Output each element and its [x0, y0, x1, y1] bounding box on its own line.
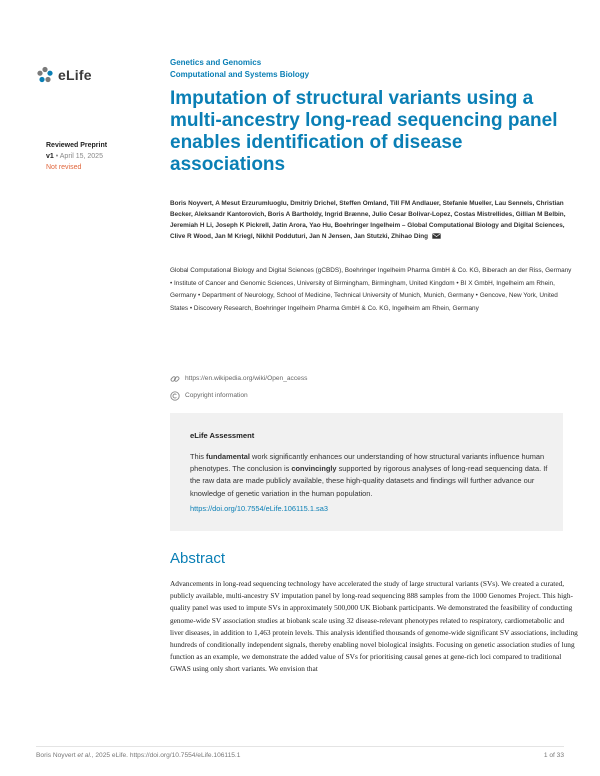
version-number: v1	[46, 153, 54, 160]
subject-link[interactable]: Computational and Systems Biology	[170, 70, 310, 79]
copyright-link[interactable]	[170, 389, 307, 402]
affiliations: Global Computational Biology and Digital Sciences (gCBDS), Boehringer Ingelheim Pharma GmbH & Co. KG, Biberach an der Riss, Germany • Institute of Cancer and Genomic Sciences, University of Birmingham, Birmingham, United Kingdom • BI X GmbH, Ingelheim am Rhein, Germany • Department of Neurology, School of Medicine, Technical University of Munich, Munich, Germany • Gencove, New York, United States • Discovery Research, Boehringer Ingelheim Pharma GmbH & Co. KG, Ingelheim am Rhein, Germany	[170, 267, 572, 312]
elife-wordmark: eLife	[58, 67, 92, 83]
elife-logo[interactable]	[36, 66, 92, 84]
page-footer	[36, 752, 564, 759]
assessment-part: work significantly enhances our understanding of how structural variants influence human phenotypes. The conclusion is	[190, 452, 545, 474]
elife-assessment-panel	[170, 413, 563, 531]
assessment-text	[190, 451, 550, 500]
preprint-version	[46, 151, 107, 162]
copyright-icon	[170, 391, 180, 401]
footer-etal: et al.	[77, 752, 92, 759]
subject-link[interactable]: Genetics and Genomics	[170, 58, 262, 67]
keyword-significance: fundamental	[206, 452, 250, 461]
license-url[interactable]: https://en.wikipedia.org/wiki/Open_access	[185, 375, 308, 382]
elife-logo-icon	[36, 66, 54, 84]
license-link[interactable]	[170, 372, 307, 385]
license-links	[170, 372, 307, 406]
assessment-part: supported by rigorous analyses of long-read sequencing data. If the raw data are made publicly available, these high-quality datasets and findings will further advance our knowledge of genetic variation in the human population.	[190, 464, 548, 498]
copyright-text[interactable]: Copyright information	[185, 392, 248, 399]
assessment-heading: eLife Assessment	[190, 431, 255, 440]
assessment-part: This	[190, 452, 207, 461]
preprint-label: Reviewed Preprint	[46, 142, 108, 149]
footer-citation-text: , 2025 eLife. https://doi.org/10.7554/eLife.106115.1	[91, 752, 241, 759]
article-title: Imputation of structural variants using a multi-ancestry long-read sequencing panel enables identification of disease associations	[170, 88, 558, 175]
page-number: 1 of 33	[543, 752, 564, 759]
version-date: • April 15, 2025	[55, 153, 103, 160]
envelope-icon[interactable]	[432, 233, 441, 239]
abstract-text: Advancements in long-read sequencing technology have accelerated the study of large structural variants (SVs). We created a curated, publicly available, multi-ancestry SV imputation panel by long-read sequencing 888 samples from the 1000 Genomes Project. This high-quality panel was used to impute SVs in approximately 500,000 UK Biobank participants. We demonstrated the feasibility of conducting genome-wide SV association studies at biobank scale using 32 disease-relevant phenotypes related to respiratory, cardiometabolic and liver diseases, in addition to 1,463 protein levels. This analysis identified thousands of genome-wide significant SV associations, including hundreds of conditionally independent signals, thereby enabling novel biological insights. Focusing on genetic association studies of lung function as an example, we demonstrate the added value of SVs for prioritising causal genes at gene-rich loci compared to traditional GWAS using only short variants. We envision that	[170, 579, 578, 674]
footer-divider	[36, 746, 564, 747]
keyword-strength: convincingly	[291, 464, 337, 474]
link-icon	[170, 374, 180, 384]
author-list	[170, 198, 572, 242]
abstract-heading: Abstract	[170, 550, 226, 567]
assessment-doi-link[interactable]: https://doi.org/10.7554/eLife.106115.1.sa3	[190, 504, 328, 513]
footer-author: Boris Noyvert	[36, 752, 78, 759]
footer-citation	[36, 752, 240, 759]
preprint-status	[46, 140, 107, 173]
revision-status: Not revised	[46, 164, 82, 171]
author-names: Boris Noyvert, A Mesut Erzurumluoglu, Dmitriy Drichel, Steffen Omland, Till FM Andlauer, Stefanie Mueller, Lau Sennels, Christian Becker, Aleksandr Kantorovich, Boris A Bartholdy, Ingrid Brænne, Julio Cesar Bolivar-Lopez, Costas Mistrellides, Gillian M Belbin, Jeremiah H Li, Joseph K Pickrell, Jatin Arora, Yao Hu, Boehringer Ingelheim – Global Computational Biology and Digital Sciences, Clive R Wood, Jan M Kriegl, Nikhil Podduturi, Jan N Jensen, Jan Stutzki, Zhihao Ding	[170, 200, 566, 240]
subject-list	[170, 57, 309, 81]
